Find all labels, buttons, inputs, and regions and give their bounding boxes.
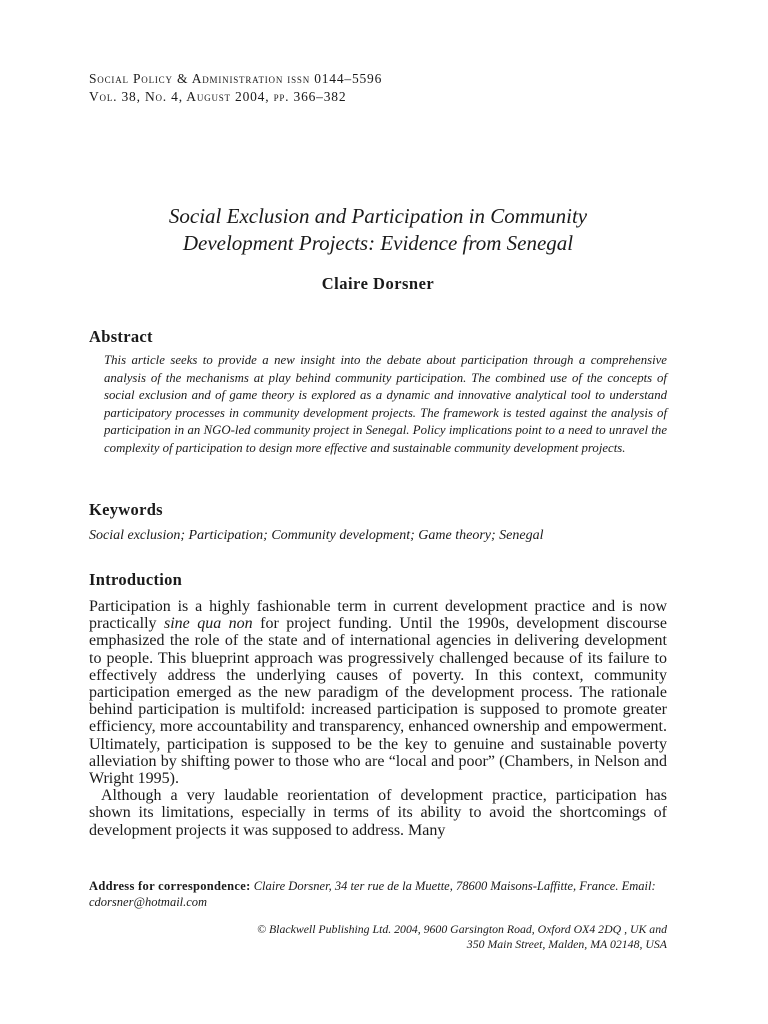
intro-p1-end: for project funding. Until the 1990s, development discourse emphasized the role of the state and of international agencies in delivering development to people. This blueprint approach was progressively challenged because of its failure to effectively address the underlying causes of poverty. In this context, community participation emerged as the new paradigm of the development process. The rationale behind participation is multifold: increased participation is supposed to promote greater efficiency, more accountability and transparency, enhanced ownership and empowerment. Ultimately, participation is supposed to be the key to genuine and sustainable poverty alleviation by shifting power to those who are “local and poor” (Chambers, in Nelson and Wright 1995). [89,615,667,788]
intro-paragraph-2: Although a very laudable reorientation of development practice, participation has shown its limitations, especially in terms of its ability to avoid the shortcomings of development projects it was supposed to address. Many [89,787,667,839]
introduction-body [89,598,667,839]
abstract-text: This article seeks to provide a new insight into the debate about participation through a comprehensive analysis of the mechanisms at play behind community participation. The combined use of the concepts of social exclusion and of game theory is explored as a dynamic and innovative analytical tool to understand participatory processes in community development projects. The framework is tested against the analysis of participation in an NGO-led community project in Senegal. Policy implications point to a need to unravel the complexity of participation to design more effective and sustainable community development projects. [104,353,667,455]
copyright-line-1: © Blackwell Publishing Ltd. 2004, 9600 Garsington Road, Oxford OX4 2DQ , UK and [257,922,667,936]
journal-header [89,70,382,106]
journal-volume-line: Vol. 38, No. 4, August 2004, pp. 366–382 [89,89,347,104]
keywords-list: Social exclusion; Participation; Community development; Game theory; Senegal [89,528,544,543]
introduction-heading: Introduction [89,570,183,589]
correspondence-note [89,878,667,910]
article-title [89,203,667,257]
copyright-notice [89,922,667,951]
keywords-heading: Keywords [89,500,163,519]
author-name: Claire Dorsner [321,274,435,293]
copyright-line-2: 350 Main Street, Malden, MA 02148, USA [466,936,667,951]
title-line-1: Social Exclusion and Participation in Community [168,204,588,228]
title-line-2: Development Projects: Evidence from Senegal [182,231,574,255]
journal-issn-line: Social Policy & Administration issn 0144–5596 [89,71,383,86]
intro-p1-start: Participation is a highly fashionable term in current development practice and is now practically [89,598,667,633]
correspondence-address: Claire Dorsner, 34 ter rue de la Muette, 78600 Maisons-Laffitte, France. Email: cdorsner@hotmail.com [89,879,656,909]
correspondence-label: Address for correspondence: [89,879,251,893]
intro-paragraph-1 [89,598,667,787]
intro-p1-emphasis: sine qua non [163,615,253,633]
abstract-heading: Abstract [89,327,153,346]
